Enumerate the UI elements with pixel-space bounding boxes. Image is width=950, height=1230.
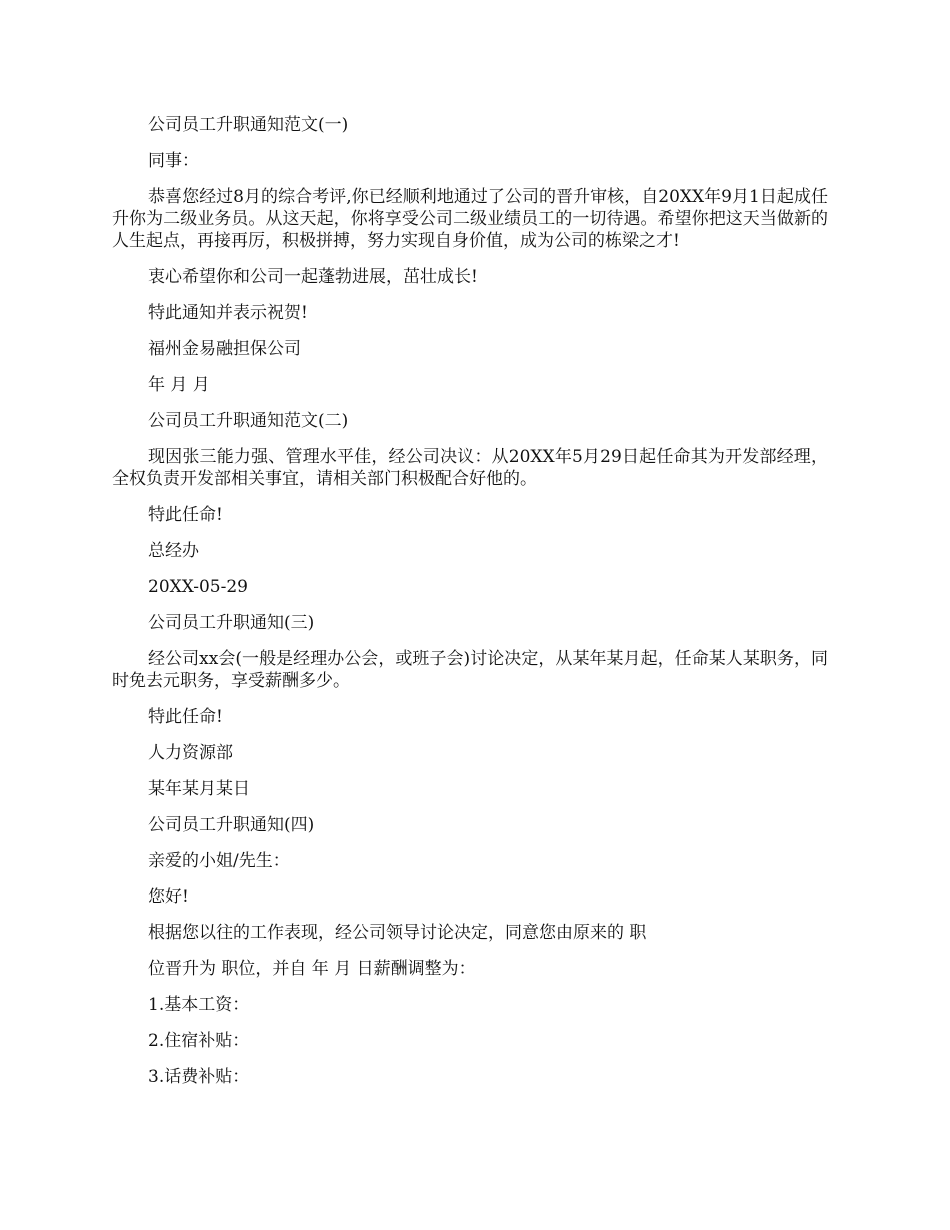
list-item-base-salary: 1.基本工资： xyxy=(148,995,250,1015)
heading-notice-2: 公司员工升职通知范文(二) xyxy=(148,411,349,431)
body-paragraph-appointment: 现因张三能力强、管理水平佳，经公司决议：从20XX年5月29日起任命其为开发部经理，全权负责开发部相关事宜，请相关部门积极配合好他的。 xyxy=(112,447,828,489)
body-paragraph-promotion: 根据您以往的工作表现，经公司领导讨论决定，同意您由原来的 职 xyxy=(148,923,647,943)
signature-hr: 人力资源部 xyxy=(148,743,233,763)
greeting: 您好! xyxy=(148,887,189,907)
heading-notice-1: 公司员工升职通知范文(一) xyxy=(148,115,349,135)
signature-date: 年 月 月 xyxy=(148,375,210,395)
body-paragraph-wish: 衷心希望你和公司一起蓬勃进展，茁壮成长! xyxy=(148,267,478,287)
list-item-housing-allowance: 2.住宿补贴： xyxy=(148,1031,250,1051)
body-paragraph-congrats: 恭喜您经过8月的综合考评,你已经顺利地通过了公司的晋升审核，自20XX年9月1日起成任升你为二级业务员。从这天起，你将享受公司二级业绩员工的一切待遇。希望你把这天当做新的人生起点，再接再厉，积极拼搏，努力实现自身价值，成为公司的栋梁之才! xyxy=(112,187,828,251)
salutation-colleague: 同事： xyxy=(148,151,199,171)
signature-office: 总经办 xyxy=(148,541,199,561)
body-paragraph-decision: 经公司xx会(一般是经理办公会，或班子会)讨论决定，从某年某月起，任命某人某职务，同时免去元职务，享受薪酬多少。 xyxy=(112,649,828,691)
signature-date: 20XX-05-29 xyxy=(148,577,248,597)
closing-line: 特此通知并表示祝贺! xyxy=(148,303,308,323)
signature-date: 某年某月某日 xyxy=(148,779,250,799)
closing-line: 特此任命! xyxy=(148,505,223,525)
closing-line: 特此任命! xyxy=(148,707,223,727)
signature-company: 福州金易融担保公司 xyxy=(148,339,301,359)
body-paragraph-salary: 位晋升为 职位，并自 年 月 日薪酬调整为： xyxy=(148,959,476,979)
list-item-phone-allowance: 3.话费补贴： xyxy=(148,1067,250,1087)
document-page xyxy=(112,114,828,1102)
salutation-dear: 亲爱的小姐/先生： xyxy=(148,851,290,871)
heading-notice-4: 公司员工升职通知(四) xyxy=(148,815,315,835)
heading-notice-3: 公司员工升职通知(三) xyxy=(148,613,315,633)
